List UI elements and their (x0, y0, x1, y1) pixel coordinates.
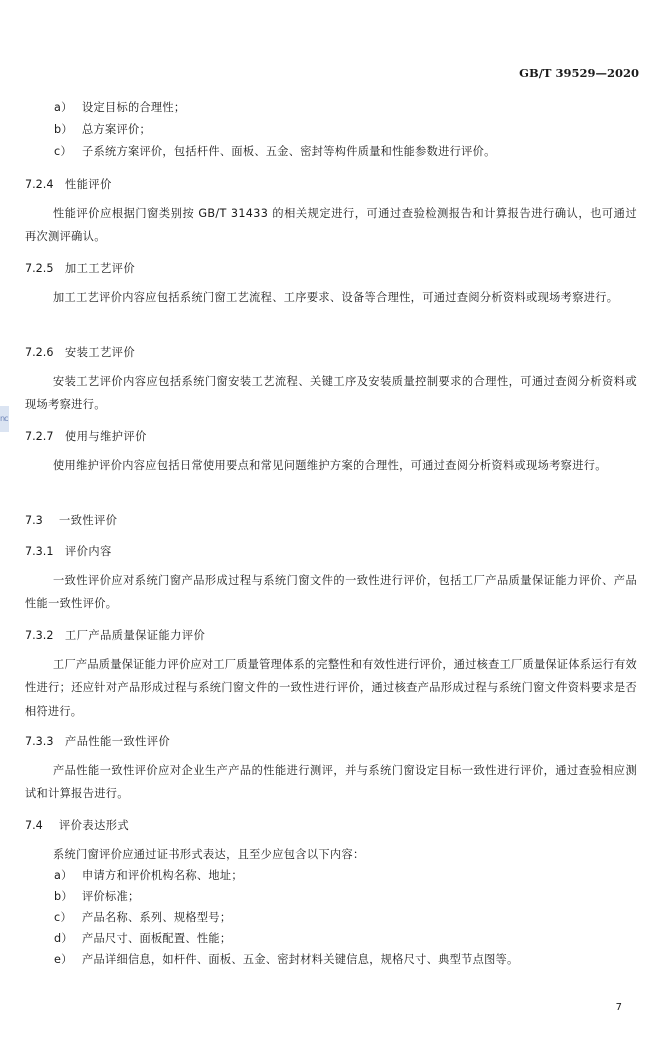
list-item (54, 952, 519, 968)
section-heading (25, 429, 147, 445)
page-number: 7 (615, 1002, 622, 1013)
list-text: 产品尺寸、面板配置、性能； (82, 932, 232, 945)
section-paragraph: 工厂产品质量保证能力评价应对工厂质量管理体系的完整性和有效性进行评价，通过核查工厂质量保证体系运行有效性进行；还应针对产品形成过程与系统门窗文件的一致性进行评价，通过核查产品形成过程与系统门窗文件资料要求是否相符进行。 (25, 658, 637, 718)
section-number: 7.2.4 (25, 178, 54, 191)
section-title: 安装工艺评价 (65, 346, 136, 359)
section-heading (25, 261, 135, 277)
list-text: 产品详细信息，如杆件、面板、五金、密封材料关键信息，规格尺寸、典型节点图等。 (82, 953, 519, 966)
section-heading (25, 544, 112, 560)
side-edge-tab: nc (0, 406, 9, 432)
list-marker: c） (54, 911, 72, 924)
section-title: 工厂产品质量保证能力评价 (65, 629, 206, 642)
list-marker: b） (54, 890, 73, 903)
section-heading (25, 177, 112, 193)
section-heading (25, 345, 135, 361)
section-paragraph: 产品性能一致性评价应对企业生产产品的性能进行测评，并与系统门窗设定目标一致性进行评价，通过查验相应测试和计算报告进行。 (25, 764, 637, 801)
section-number: 7.2.6 (25, 346, 54, 359)
section-number: 7.3.1 (25, 545, 54, 558)
list-item (54, 889, 139, 905)
section-paragraph: 加工工艺评价内容应包括系统门窗工艺流程、工序要求、设备等合理性，可通过查阅分析资料或现场考察进行。 (53, 291, 619, 304)
section-paragraph: 安装工艺评价内容应包括系统门窗安装工艺流程、关键工序及安装质量控制要求的合理性，可通过查阅分析资料或现场考察进行。 (25, 375, 637, 412)
list-text: 产品名称、系列、规格型号； (82, 911, 232, 924)
list-text: 设定目标的合理性； (82, 101, 186, 114)
list-marker: c） (54, 145, 72, 158)
section-title: 评价内容 (65, 545, 112, 558)
section-heading (25, 734, 170, 750)
list-item (54, 144, 496, 160)
list-text: 子系统方案评价，包括杆件、面板、五金、密封等构件质量和性能参数进行评价。 (82, 145, 496, 158)
list-marker: a） (54, 869, 73, 882)
section-number: 7.4 (25, 819, 43, 832)
section-paragraph: 系统门窗评价应通过证书形式表达，且至少应包含以下内容： (53, 848, 365, 861)
list-item (54, 931, 231, 947)
section-title: 加工工艺评价 (65, 262, 136, 275)
section-title: 评价表达形式 (59, 819, 130, 832)
list-item (54, 100, 185, 116)
list-marker: a） (54, 101, 73, 114)
section-heading (25, 818, 129, 834)
section-title: 使用与维护评价 (65, 430, 147, 443)
section-number: 7.3 (25, 514, 43, 527)
list-marker: b） (54, 123, 73, 136)
list-text: 总方案评价； (82, 123, 151, 136)
list-item (54, 868, 243, 884)
section-title: 一致性评价 (59, 514, 118, 527)
list-marker: d） (54, 932, 73, 945)
list-item (54, 910, 231, 926)
list-marker: e） (54, 953, 73, 966)
section-number: 7.3.2 (25, 629, 54, 642)
section-heading (25, 513, 117, 529)
section-title: 性能评价 (65, 178, 112, 191)
section-heading (25, 628, 205, 644)
section-paragraph: 一致性评价应对系统门窗产品形成过程与系统门窗文件的一致性进行评价，包括工厂产品质量保证能力评价、产品性能一致性评价。 (25, 574, 637, 611)
section-title: 产品性能一致性评价 (65, 735, 171, 748)
standard-number-header: GB/T 39529—2020 (519, 66, 639, 80)
section-number: 7.3.3 (25, 735, 54, 748)
section-number: 7.2.7 (25, 430, 54, 443)
section-paragraph: 使用维护评价内容应包括日常使用要点和常见问题维护方案的合理性，可通过查阅分析资料或现场考察进行。 (53, 459, 607, 472)
section-number: 7.2.5 (25, 262, 54, 275)
list-text: 评价标准； (82, 890, 140, 903)
list-text: 申请方和评价机构名称、地址； (82, 869, 243, 882)
list-item (54, 122, 151, 138)
section-paragraph: 性能评价应根据门窗类别按 GB/T 31433 的相关规定进行，可通过查验检测报告和计算报告进行确认，也可通过再次测评确认。 (25, 207, 637, 244)
